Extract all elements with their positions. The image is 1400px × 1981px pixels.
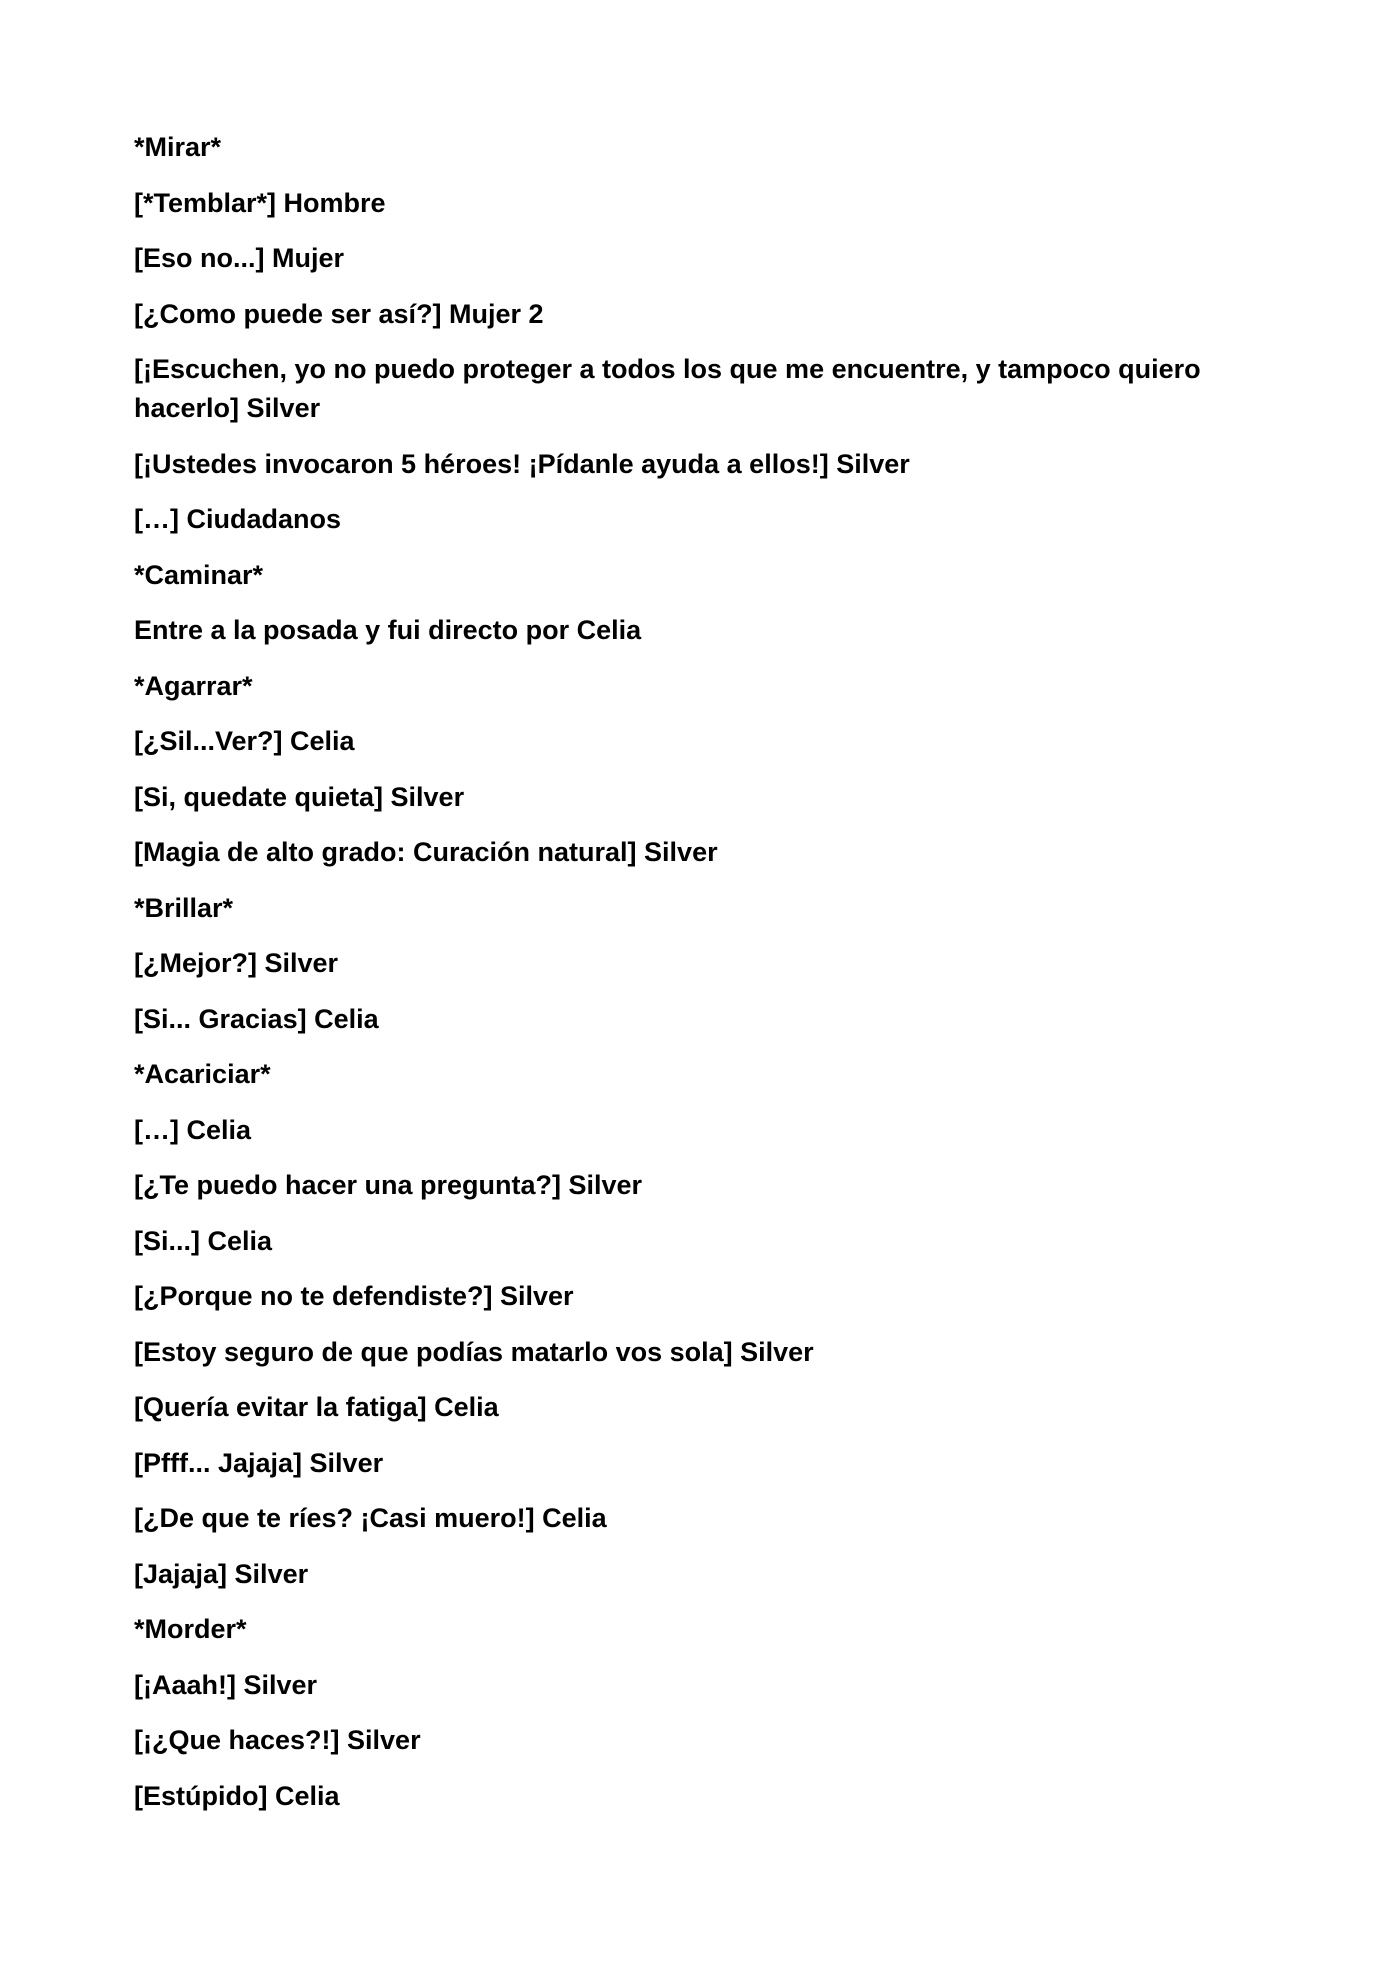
text-line: [Si...] Celia	[134, 1225, 273, 1256]
text-line: [¡Aaah!] Silver	[134, 1669, 318, 1700]
text-line: [Magia de alto grado: Curación natural] Silver	[134, 837, 718, 867]
text-line: [¡¿Que haces?!] Silver	[134, 1725, 421, 1755]
text-line: [¿Te puedo hacer una pregunta?] Silver	[134, 1170, 643, 1200]
text-line: *Mirar*	[134, 132, 222, 162]
text-line: [*Temblar*] Hombre	[134, 187, 386, 218]
text-line: [¿Sil...Ver?] Celia	[134, 726, 355, 756]
text-line: [Quería evitar la fatiga] Celia	[134, 1392, 499, 1422]
text-line: [Estúpido] Celia	[134, 1780, 340, 1811]
text-line: [¿Mejor?] Silver	[134, 948, 339, 978]
document-body	[134, 128, 1264, 1832]
text-line: [¿Porque no te defendiste?] Silver	[134, 1281, 574, 1311]
text-line: [Eso no...] Mujer	[134, 243, 345, 273]
text-line: [Si, quedate quieta] Silver	[134, 781, 465, 812]
text-line: *Acariciar*	[134, 1059, 271, 1089]
text-line: [¿Como puede ser así?] Mujer 2	[134, 298, 544, 329]
text-line: [Pfff... Jajaja] Silver	[134, 1447, 384, 1478]
text-line: [Jajaja] Silver	[134, 1558, 309, 1589]
text-line: *Caminar*	[134, 559, 264, 590]
text-line: [Estoy seguro de que podías matarlo vos sola] Silver	[134, 1336, 814, 1367]
text-line: […] Celia	[134, 1114, 252, 1145]
text-line: *Agarrar*	[134, 670, 253, 701]
text-line: Entre a la posada y fui directo por Celia	[134, 615, 642, 645]
text-line: […] Ciudadanos	[134, 504, 341, 534]
text-line: *Morder*	[134, 1614, 247, 1644]
text-line: [¡Escuchen, yo no puedo proteger a todos los que me encuentre, y tampoco quiero hacerlo] Silver	[134, 354, 1201, 423]
text-line: [¡Ustedes invocaron 5 héroes! ¡Pídanle ayuda a ellos!] Silver	[134, 448, 910, 479]
text-line: [¿De que te ríes? ¡Casi muero!] Celia	[134, 1503, 607, 1533]
text-line: [Si... Gracias] Celia	[134, 1003, 379, 1034]
text-line: *Brillar*	[134, 892, 234, 923]
